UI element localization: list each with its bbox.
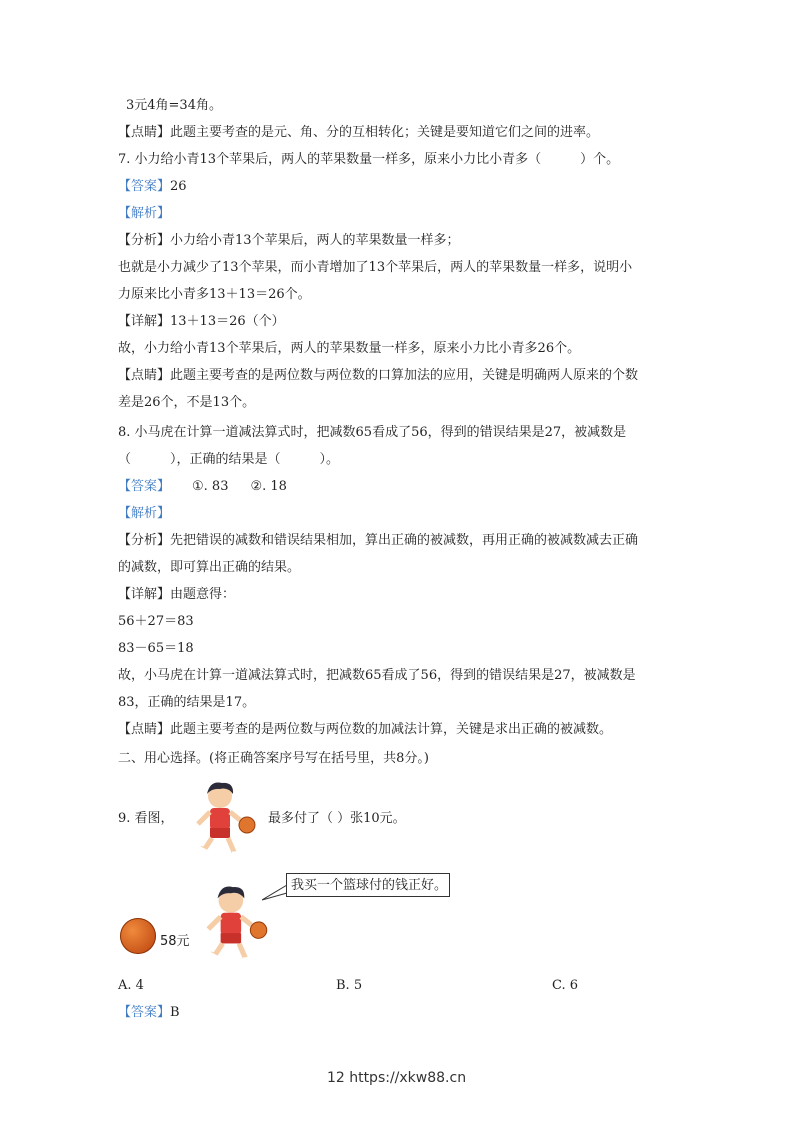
tag-xiangjie: 【详解】 xyxy=(118,587,171,602)
tag-fenxi: 【分析】 xyxy=(118,533,171,548)
line-18: 的减数，即可算出正确的结果。 xyxy=(118,560,301,575)
basketball-icon xyxy=(120,918,156,954)
choice-a[interactable]: A. 4 xyxy=(118,978,144,993)
answer-8 xyxy=(118,478,287,496)
basketball-icon xyxy=(239,817,255,833)
price-label: 58元 xyxy=(160,934,190,949)
section-heading: 二、用心选择。(将正确答案序号写在括号里，共8分。) xyxy=(118,751,429,766)
line-14: （ ），正确的结果是（ ）。 xyxy=(118,452,340,467)
page-footer: 12 https://xkw88.cn xyxy=(326,1070,467,1086)
tag-xiangjie: 【详解】 xyxy=(118,314,171,329)
fenxi-7-text: 小力给小青13个苹果后，两人的苹果数量一样多； xyxy=(170,233,460,248)
tag-answer: 【答案】 xyxy=(118,1005,171,1020)
jiexi-8 xyxy=(118,505,170,523)
choice-c[interactable]: C. 6 xyxy=(552,978,579,993)
tag-dianjing: 【点睛】 xyxy=(118,368,171,383)
boy-dribbling-icon xyxy=(200,884,272,966)
tag-jiexi: 【解析】 xyxy=(118,506,171,521)
xiangjie-7 xyxy=(118,313,285,331)
speech-bubble: 我买一个篮球付的钱正好。 xyxy=(286,873,450,897)
line-1: 3元4角=34角。 xyxy=(126,98,222,113)
xiangjie-8 xyxy=(118,586,235,604)
equation-2: 83－65＝18 xyxy=(118,641,194,656)
dianjing-8 xyxy=(118,721,612,739)
dianjing-7 xyxy=(118,367,638,385)
equation-1: 56＋27＝83 xyxy=(118,614,194,629)
line-23: 83，正确的结果是17。 xyxy=(118,695,256,710)
answer-9-value: B xyxy=(170,1005,180,1020)
question-8: 8. 小马虎在计算一道减法算式时，把减数65看成了56，得到的错误结果是27，被减数是 xyxy=(118,425,627,440)
answer-8-b: ②. 18 xyxy=(250,479,287,494)
tag-jiexi: 【解析】 xyxy=(118,206,171,221)
answer-9 xyxy=(118,1004,180,1022)
line-12: 差是26个，不是13个。 xyxy=(118,395,256,410)
fenxi-8-text: 先把错误的减数和错误结果相加，算出正确的被减数，再用正确的被减数减去正确 xyxy=(170,533,639,548)
dianjing-8-text: 此题主要考查的是两位数与两位数的加减法计算，关键是求出正确的被减数。 xyxy=(170,722,613,737)
tag-dianjing: 【点睛】 xyxy=(118,722,171,737)
answer-7 xyxy=(118,178,187,196)
line-22: 故，小马虎在计算一道减法算式时，把减数65看成了56，得到的错误结果是27，被减数是 xyxy=(118,668,636,683)
tag-dianjing: 【点睛】 xyxy=(118,125,171,140)
answer-8-a: ①. 83 xyxy=(192,479,229,494)
xiangjie-8-text: 由题意得： xyxy=(170,587,236,602)
tag-fenxi: 【分析】 xyxy=(118,233,171,248)
choice-b[interactable]: B. 5 xyxy=(336,978,363,993)
question-7: 7. 小力给小青13个苹果后，两人的苹果数量一样多，原来小力比小青多（ ）个。 xyxy=(118,152,620,167)
line-8: 力原来比小青多13＋13＝26个。 xyxy=(118,287,311,302)
jiexi-7 xyxy=(118,205,170,223)
basketball-icon xyxy=(250,922,266,938)
answer-7-value: 26 xyxy=(170,179,187,194)
question-9-prefix: 9. 看图， xyxy=(118,811,174,826)
boy-dribbling-icon xyxy=(190,780,260,860)
line-2 xyxy=(118,124,599,142)
tag-answer: 【答案】 xyxy=(118,179,171,194)
line-2-text: 此题主要考查的是元、角、分的互相转化；关键是要知道它们之间的进率。 xyxy=(170,125,600,140)
tag-answer: 【答案】 xyxy=(118,479,171,494)
line-7: 也就是小力减少了13个苹果，而小青增加了13个苹果后，两人的苹果数量一样多，说明小 xyxy=(118,260,633,275)
question-9-suffix: 最多付了（ ）张10元。 xyxy=(268,811,406,826)
xiangjie-7-text: 13＋13＝26（个） xyxy=(170,314,285,329)
fenxi-8 xyxy=(118,532,638,550)
fenxi-7 xyxy=(118,232,460,250)
line-10: 故，小力给小青13个苹果后，两人的苹果数量一样多，原来小力比小青多26个。 xyxy=(118,341,581,356)
dianjing-7-text: 此题主要考查的是两位数与两位数的口算加法的应用，关键是明确两人原来的个数 xyxy=(170,368,639,383)
